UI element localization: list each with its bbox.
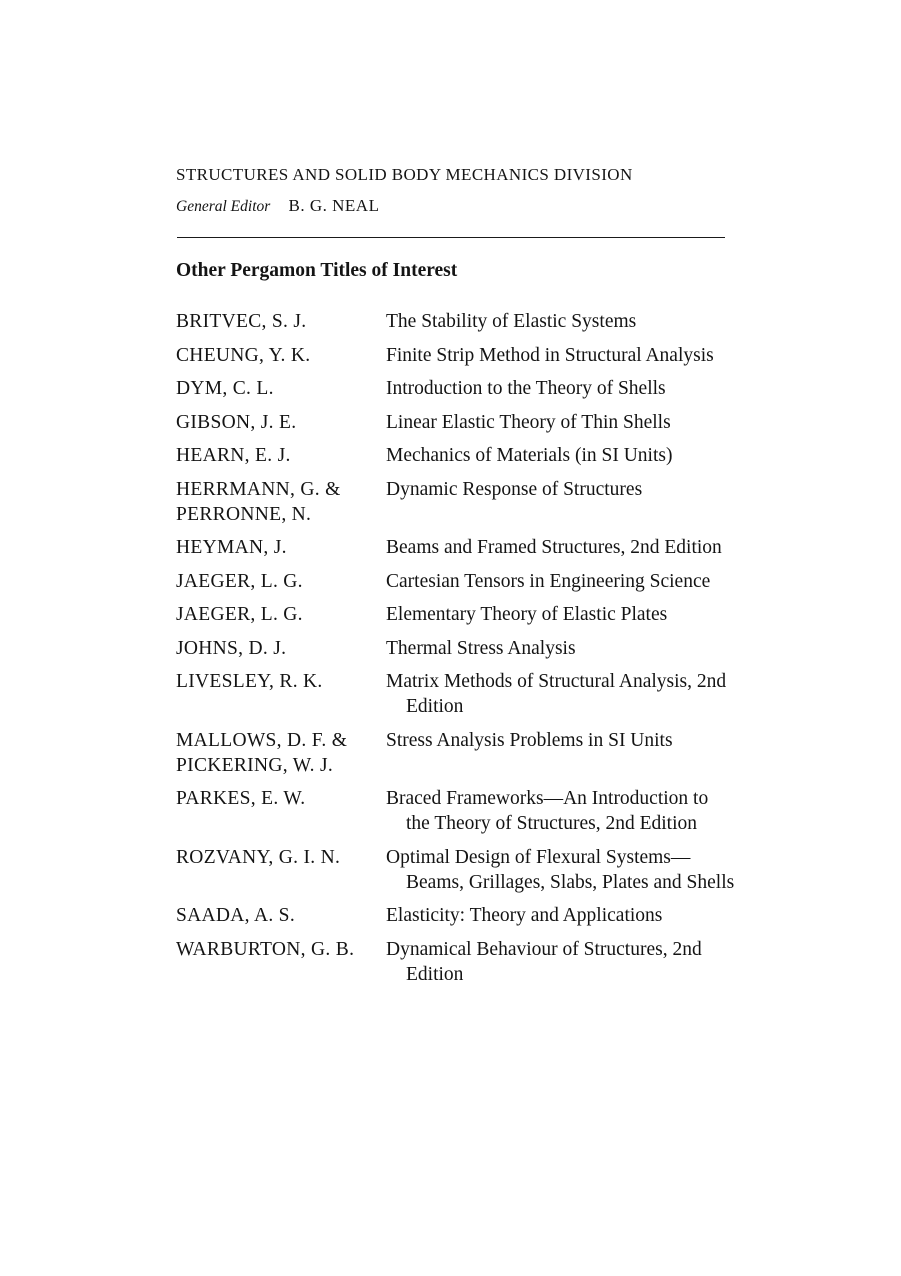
entry-author: GIBSON, J. E. <box>176 411 297 433</box>
entry-author: CHEUNG, Y. K. <box>176 344 311 366</box>
title-entry <box>176 376 736 401</box>
entry-author: HERRMANN, G. & PERRONNE, N. <box>176 478 341 525</box>
entry-title: Introduction to the Theory of Shells <box>386 378 666 399</box>
title-entry <box>176 728 736 778</box>
section-heading: Other Pergamon Titles of Interest <box>176 260 458 281</box>
entry-title: Linear Elastic Theory of Thin Shells <box>386 411 671 433</box>
entry-author: LIVESLEY, R. K. <box>176 671 323 692</box>
general-editor-label: General Editor <box>176 198 271 215</box>
entry-author: SAADA, A. S. <box>176 905 296 926</box>
entry-author: DYM, C. L. <box>176 378 274 399</box>
entry-title: Dynamical Behaviour of Structures, 2nd Edition <box>386 938 702 985</box>
title-entry <box>176 443 736 468</box>
titles-list <box>176 309 736 995</box>
entry-title: Stress Analysis Problems in SI Units <box>386 729 673 751</box>
title-entry <box>176 669 736 719</box>
title-entry <box>176 343 736 368</box>
entry-author: ROZVANY, G. I. N. <box>176 846 341 868</box>
title-entry <box>176 937 736 987</box>
entry-author: WARBURTON, G. B. <box>176 938 355 960</box>
series-title: STRUCTURES AND SOLID BODY MECHANICS DIVISION <box>176 165 633 184</box>
entry-title: Thermal Stress Analysis <box>386 637 576 659</box>
entry-title: The Stability of Elastic Systems <box>386 311 637 332</box>
entry-author: JAEGER, L. G. <box>176 604 303 625</box>
entry-title: Elasticity: Theory and Applications <box>386 905 663 926</box>
entry-title: Dynamic Response of Structures <box>386 478 643 500</box>
entry-title: Finite Strip Method in Structural Analysis <box>386 344 714 366</box>
entry-author: BRITVEC, S. J. <box>176 311 307 332</box>
entry-author: PARKES, E. W. <box>176 788 306 809</box>
title-entry <box>176 786 736 836</box>
title-entry <box>176 535 736 560</box>
entry-author: JOHNS, D. J. <box>176 637 287 659</box>
entry-title: Matrix Methods of Structural Analysis, 2nd Edition <box>386 671 727 717</box>
horizontal-rule <box>177 237 725 238</box>
entry-title: Optimal Design of Flexural Systems—Beams, Grillages, Slabs, Plates and Shells <box>386 846 735 893</box>
title-entry <box>176 410 736 435</box>
title-entry <box>176 602 736 627</box>
entry-title: Beams and Framed Structures, 2nd Edition <box>386 537 722 558</box>
title-entry <box>176 569 736 594</box>
title-entry <box>176 636 736 661</box>
entry-title: Elementary Theory of Elastic Plates <box>386 604 668 625</box>
entry-author: HEYMAN, J. <box>176 537 287 558</box>
entry-title: Cartesian Tensors in Engineering Science <box>386 570 711 592</box>
entry-author: JAEGER, L. G. <box>176 570 303 592</box>
entry-author: MALLOWS, D. F. & PICKERING, W. J. <box>176 729 348 776</box>
title-entry <box>176 845 736 895</box>
title-entry <box>176 903 736 928</box>
entry-title: Mechanics of Materials (in SI Units) <box>386 445 673 466</box>
general-editor-line <box>176 196 379 216</box>
entry-title: Braced Frameworks—An Introduction to the Theory of Structures, 2nd Edition <box>386 788 709 834</box>
entry-author: HEARN, E. J. <box>176 445 291 466</box>
title-entry <box>176 477 736 527</box>
title-entry <box>176 309 736 334</box>
general-editor-name: B. G. NEAL <box>288 196 380 215</box>
